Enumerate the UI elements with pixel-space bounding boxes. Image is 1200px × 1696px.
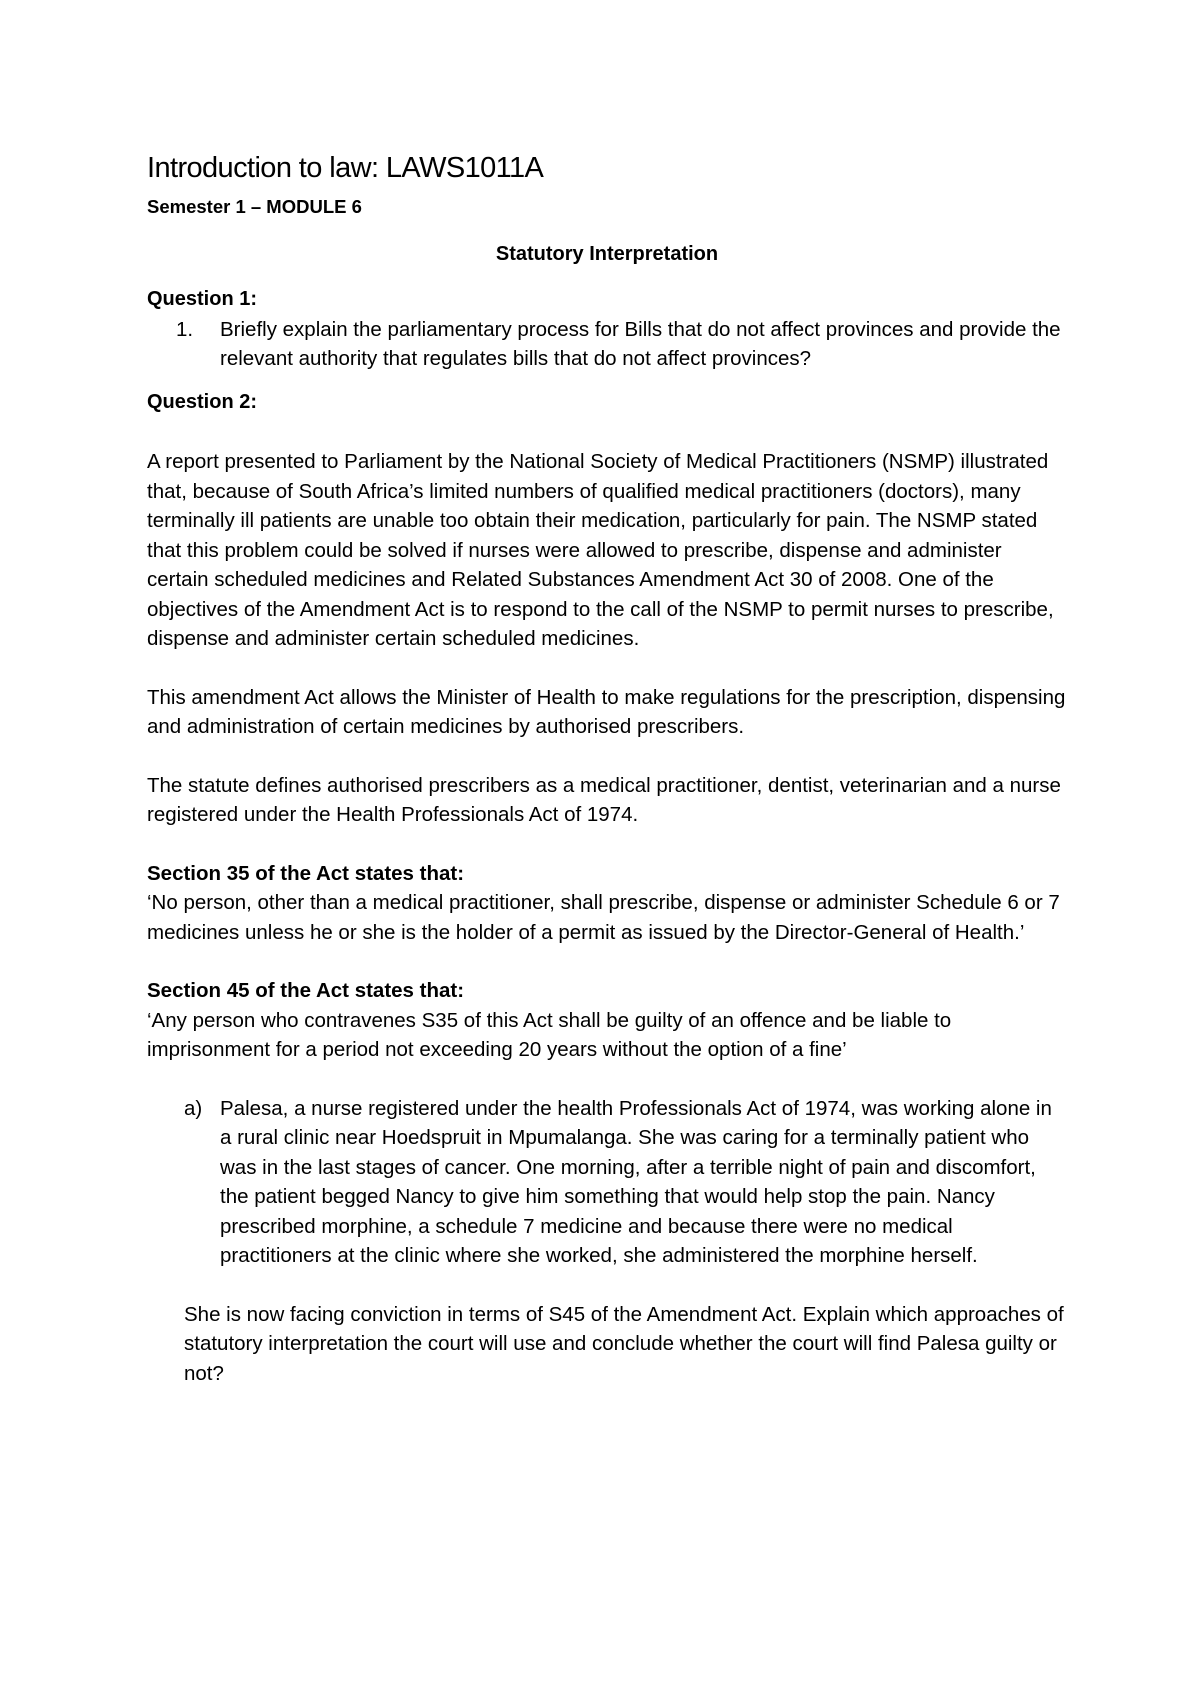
spacer xyxy=(147,417,1067,447)
question-2-heading: Question 2: xyxy=(147,390,258,413)
list-item xyxy=(147,315,1067,374)
question-2-paragraph: This amendment Act allows the Minister of Health to make regulations for the prescription, dispensing and administration of certain medicines by authorised prescribers. xyxy=(147,685,1066,738)
list-item-text: Briefly explain the parliamentary process for Bills that do not affect provinces and provide the relevant authority that regulates bills that do not affect provinces? xyxy=(220,317,1061,370)
section-35-quote: ‘No person, other than a medical practitioner, shall prescribe, dispense or administer Schedule 6 or 7 medicines unless he or she is the holder of a permit as issued by the Director-General of Health.’ xyxy=(147,891,1060,944)
list-item xyxy=(147,1094,1067,1271)
closing-question: She is now facing conviction in terms of S45 of the Amendment Act. Explain which approaches of statutory interpretation the court will use and conclude whether the court will find Palesa guilty or not? xyxy=(184,1302,1064,1385)
document-subtitle: Semester 1 – MODULE 6 xyxy=(147,196,362,217)
question-2-paragraph: The statute defines authorised prescribers as a medical practitioner, dentist, veterinarian and a nurse registered under the Health Professionals Act of 1974. xyxy=(147,773,1061,826)
subquestion-list xyxy=(147,1094,1067,1271)
section-45-quote: ‘Any person who contravenes S35 of this Act shall be guilty of an offence and be liable to imprisonment for a period not exceeding 20 years without the option of a fine’ xyxy=(147,1008,952,1061)
question-2-paragraph: A report presented to Parliament by the National Society of Medical Practitioners (NSMP) illustrated that, because of South Africa’s limited numbers of qualified medical practitioners (doctors), many terminally ill patients are unable too obtain their medication, particularly for pain. The NSMP stated that this problem could be solved if nurses were allowed to prescribe, dispense and administer certain scheduled medicines and Related Substances Amendment Act 30 of 2008. One of the objectives of the Amendment Act is to respond to the call of the NSMP to permit nurses to prescribe, dispense and administer certain scheduled medicines. xyxy=(147,450,1054,650)
document-body xyxy=(147,150,1067,1388)
section-35-heading: Section 35 of the Act states that: xyxy=(147,861,465,885)
list-item-text: Palesa, a nurse registered under the health Professionals Act of 1974, was working alone in a rural clinic near Hoedspruit in Mpumalanga. She was caring for a terminally patient who was in the last stages of cancer. One morning, after a terrible night of pain and discomfort, the patient begged Nancy to give him something that would help stop the pain. Nancy prescribed morphine, a schedule 7 medicine and because there were no medical practitioners at the clinic where she worked, she administered the morphine herself. xyxy=(220,1096,1052,1267)
document-title: Introduction to law: LAWS1011A xyxy=(147,152,544,184)
list-item-marker: a) xyxy=(184,1096,203,1120)
list-item-marker: 1. xyxy=(176,317,194,341)
question-1-list xyxy=(147,315,1067,374)
question-1-heading: Question 1: xyxy=(147,288,258,310)
section-45-heading: Section 45 of the Act states that: xyxy=(147,979,465,1002)
topic-heading: Statutory Interpretation xyxy=(495,242,719,265)
